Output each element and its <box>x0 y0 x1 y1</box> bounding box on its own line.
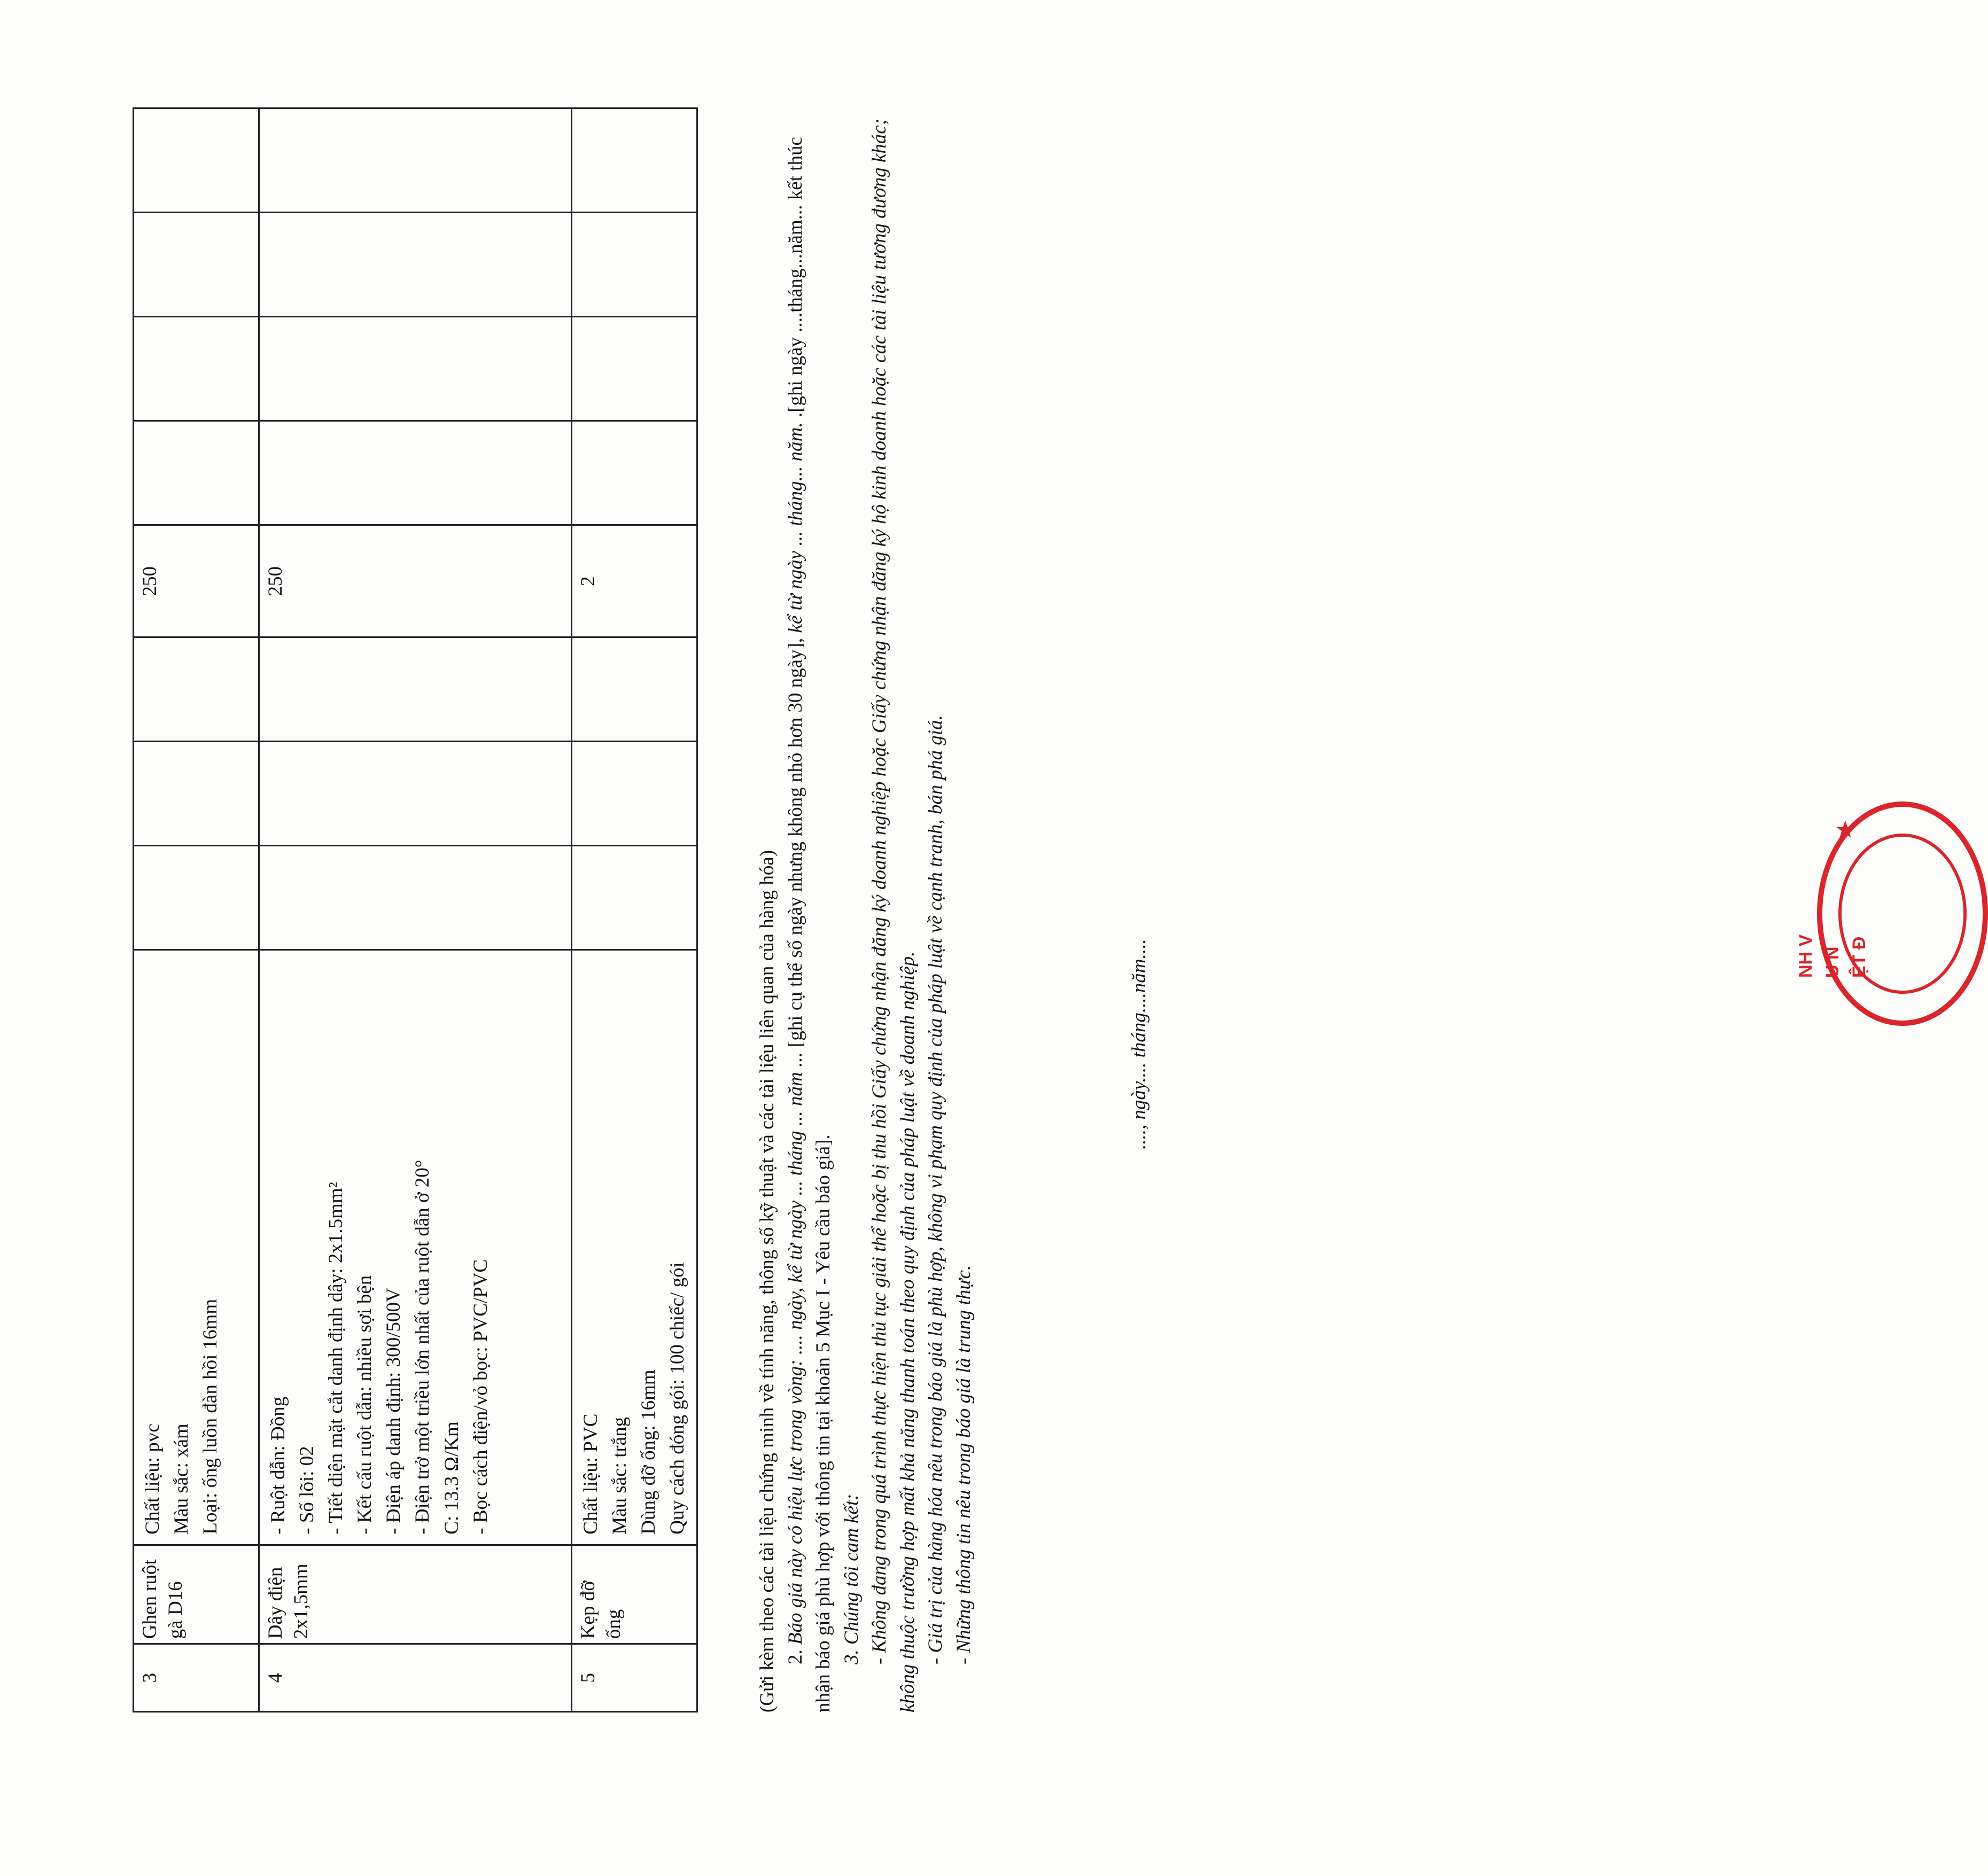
spec-line: - Bọc cách điện/vỏ bọc: PVC/PVC <box>469 1259 492 1535</box>
empty-cell <box>259 637 572 742</box>
item-quantity: 250 <box>259 525 572 637</box>
company-seal <box>1785 801 1876 1026</box>
item-name: Kẹp đỡ ống <box>572 1545 697 1644</box>
spec-line: - Kết cấu ruột dẫn: nhiều sợi bện <box>354 1275 376 1535</box>
empty-cell <box>134 421 259 525</box>
table-row <box>259 108 572 1712</box>
validity-instruction: [ghi cụ thể số ngày nhưng không nhỏ hơn 30 ngày], <box>784 633 806 1053</box>
empty-cell <box>572 846 697 950</box>
empty-cell <box>259 108 572 213</box>
spec-line: - Điện trở một triều lớn nhất của ruột dẫn ở 20° <box>411 1159 434 1535</box>
empty-cell <box>134 846 259 950</box>
commitment-heading: 3. Chúng tôi cam kết: <box>840 1493 863 1664</box>
table-row <box>572 108 697 1712</box>
spec-line: C: 13.3 Ω/Km <box>440 1421 463 1535</box>
empty-cell <box>259 213 572 317</box>
empty-cell <box>572 213 697 317</box>
spec-line: Chất liệu: pvc <box>142 1423 164 1535</box>
spec-line: Loại: ống luồn đàn hồi 16mm <box>199 1298 222 1535</box>
spec-line: Màu sắc: xám <box>170 1423 193 1535</box>
empty-cell <box>134 108 259 213</box>
empty-cell <box>572 421 697 525</box>
attachment-note: (Gửi kèm theo các tài liệu chứng minh về tính năng, thông số kỹ thuật và các tài liệu liên quan của hàng hóa) <box>756 850 778 1712</box>
empty-cell <box>259 421 572 525</box>
date-line: ...., ngày.... tháng....năm.... <box>1128 939 1150 1149</box>
empty-cell <box>572 637 697 742</box>
clause-number: 2. <box>784 1645 806 1664</box>
validity-from: kể từ ngày ... tháng... năm. <box>784 422 806 633</box>
item-name: Ghen ruột gà D16 <box>134 1545 259 1644</box>
empty-cell <box>134 742 259 846</box>
seal-text: NH V <box>1796 934 1816 978</box>
item-quantity: 2 <box>572 525 697 637</box>
empty-cell <box>134 317 259 421</box>
item-specs <box>134 950 259 1545</box>
row-number: 3 <box>134 1644 259 1712</box>
item-specs <box>259 950 572 1545</box>
row-number: 5 <box>572 1644 697 1712</box>
item-name: Dây điện 2x1,5mm <box>259 1545 572 1644</box>
empty-cell <box>134 213 259 317</box>
commitment-item: - Giá trị của hàng hóa nêu trong báo giá là phù hợp, không vi phạm quy định của pháp luật về cạnh tranh, bán phá giá. <box>925 715 947 1664</box>
commitment-item: - Không đang trong quá trình thực hiện thủ tục giải thể hoặc bị thu hồi Giấy chứng nhận đăng ký doanh nghiệp hoặc Giấy chứng nhận đăng ký hộ kinh doanh hoặc các tài liệu tương đương khác; không thuộc trường hợp mất khả năng thanh toán theo quy định của pháp luật về doanh nghiệp. <box>868 118 919 1712</box>
empty-cell <box>259 742 572 846</box>
validity-clause <box>782 110 838 1712</box>
spec-line: - Số lõi: 02 <box>296 1446 319 1535</box>
empty-cell <box>259 317 572 421</box>
seal-text: ỆT Đ <box>1849 936 1869 978</box>
empty-cell <box>134 637 259 742</box>
spec-line: Chất liệu: PVC <box>580 1413 602 1535</box>
empty-cell <box>259 846 572 950</box>
spec-line: Dùng đỡ ống: 16mm <box>638 1369 660 1535</box>
commitment-item: - Những thông tin nêu trong báo giá là trung thực. <box>952 1265 975 1664</box>
row-number: 4 <box>259 1644 572 1712</box>
spec-line: - Ruột dẫn: Đồng <box>267 1396 289 1535</box>
quotation-table <box>133 107 698 1712</box>
spec-line: Màu sắc: trắng <box>609 1416 631 1535</box>
validity-text: Báo giá này có hiệu lực trong vòng: .... ngày, kể từ ngày ... tháng ... năm ... <box>784 1052 806 1645</box>
star-icon: ★ <box>1836 818 1855 842</box>
spec-line: - Tiết diện mặt cắt danh định dây: 2x1.5mm² <box>325 1182 347 1535</box>
validity-end-instruction: .[ghi ngày ....tháng...năm... kết thúc nhận báo giá phù hợp với thông tin tại khoản 5 Mục I - Yêu cầu báo giá]. <box>784 137 835 1712</box>
empty-cell <box>572 108 697 213</box>
table-row <box>134 108 259 1712</box>
spec-line: Quy cách đóng gói: 100 chiếc/ gói <box>666 1262 689 1535</box>
empty-cell <box>572 317 697 421</box>
item-quantity: 250 <box>134 525 259 637</box>
quotation-notes <box>754 110 978 1712</box>
spec-line: - Điện áp danh định: 300/500V <box>383 1288 405 1535</box>
empty-cell <box>572 742 697 846</box>
seal-text: U N <box>1822 946 1843 978</box>
item-specs <box>572 950 697 1545</box>
